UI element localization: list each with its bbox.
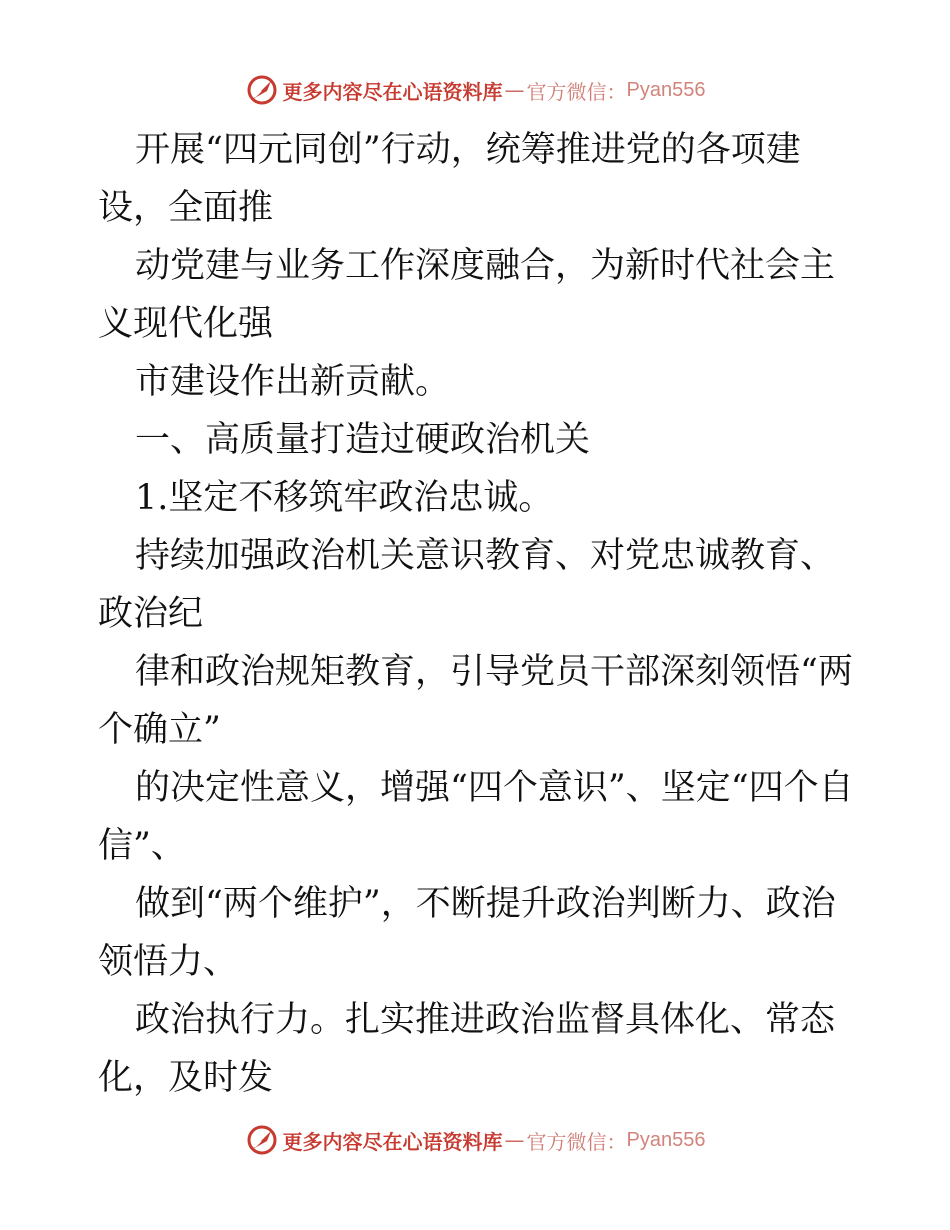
watermark-id: Pyan556 — [626, 78, 706, 101]
watermark-label: 官方微信： — [526, 1129, 627, 1154]
quill-logo-icon — [245, 1123, 279, 1157]
watermark-separator: — — [504, 78, 525, 102]
watermark-label: 官方微信： — [526, 79, 627, 104]
document-body — [98, 121, 858, 1107]
paragraph: 动党建与业务工作深度融合，为新时代社会主义现代化强 — [98, 246, 836, 344]
watermark-brand: 更多内容尽在心语资料库 — [282, 1129, 503, 1154]
watermark-brand: 更多内容尽在心语资料库 — [282, 79, 503, 104]
paragraph: 做到“两个维护”，不断提升政治判断力、政治领悟力、 — [98, 884, 836, 982]
paragraph: 持续加强政治机关意识教育、对党忠诚教育、政治纪 — [98, 536, 836, 634]
paragraph: 的决定性意义，增强“四个意识”、坚定“四个自信”、 — [98, 768, 854, 866]
paragraph: 开展“四元同创”行动，统筹推进党的各项建设，全面推 — [98, 130, 801, 228]
watermark-id: Pyan556 — [626, 1128, 706, 1151]
paragraph: 律和政治规矩教育，引导党员干部深刻领悟“两个确立” — [98, 652, 853, 750]
watermark-separator: — — [504, 1128, 525, 1152]
paragraph: 政治执行力。扎实推进政治监督具体化、常态化，及时发 — [98, 1000, 836, 1098]
watermark-footer — [0, 1120, 950, 1160]
paragraph: 市建设作出新贡献。 — [135, 362, 451, 402]
subsection-heading: 1.坚定不移筑牢政治忠诚。 — [135, 478, 554, 518]
section-heading: 一、高质量打造过硬政治机关 — [135, 420, 591, 460]
quill-logo-icon — [245, 73, 279, 107]
watermark-header — [0, 70, 950, 110]
